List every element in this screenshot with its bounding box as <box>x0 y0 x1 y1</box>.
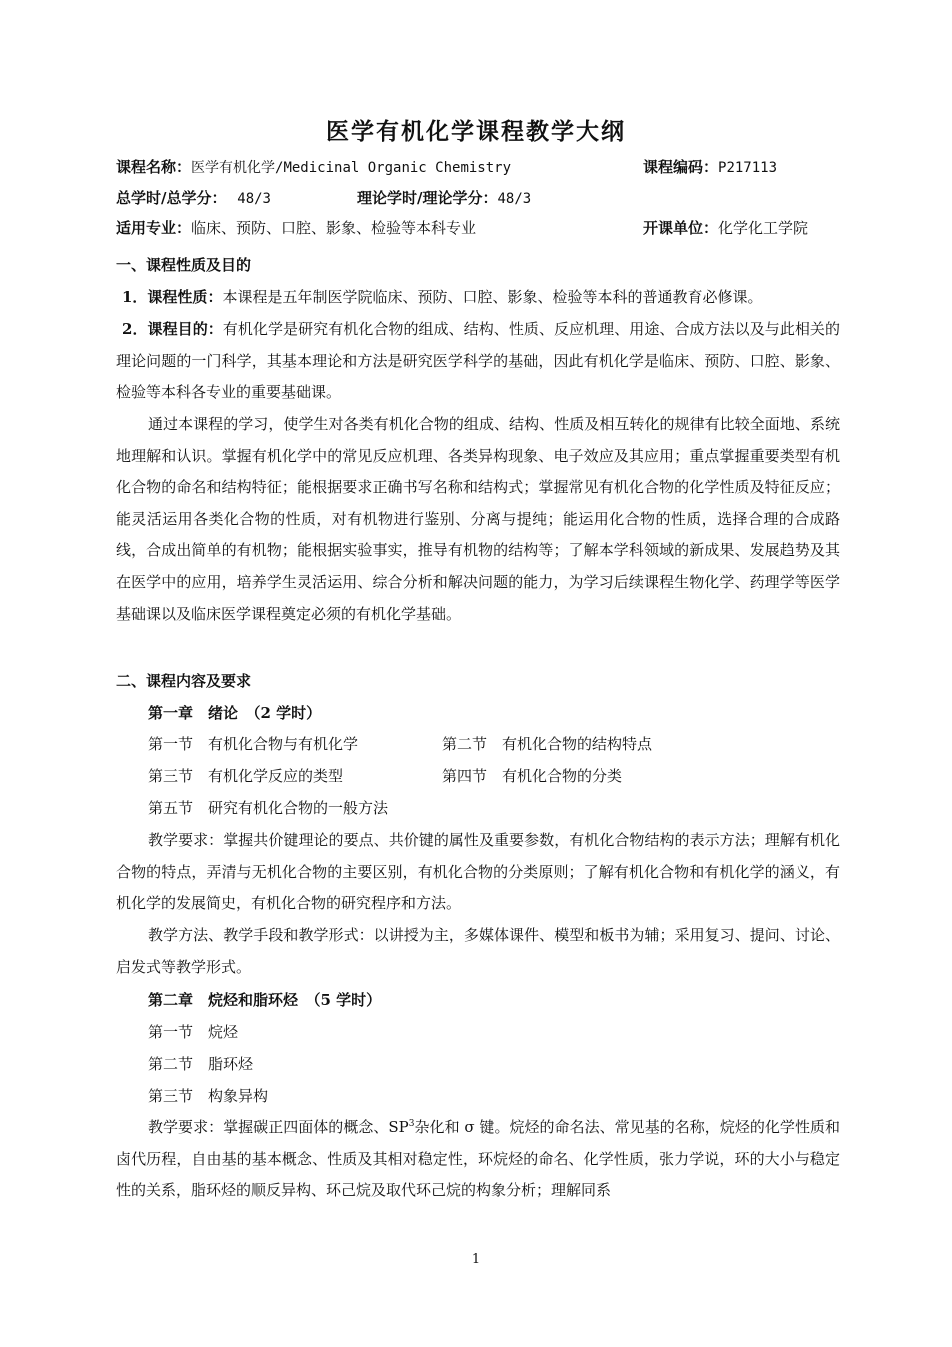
chapter-1-section-4: 第四节 有机化合物的分类 <box>442 767 623 785</box>
course-name-label: 课程名称： <box>116 158 192 176</box>
course-purpose-label: 2．课程目的： <box>122 320 223 338</box>
chapter-2-section-1: 第一节 烷烃 <box>148 1023 239 1041</box>
section-1-heading: 一、课程性质及目的 <box>116 256 252 274</box>
chapter-1-section-5: 第五节 研究有机化合物的一般方法 <box>148 799 389 817</box>
chapter-1-section-2: 第二节 有机化合物的结构特点 <box>442 735 653 753</box>
course-purpose-text: 有机化学是研究有机化合物的组成、结构、性质、反应机理、用途、合成方法以及与此相关的理论问题的一门科学，其基本理论和方法是研究医学科学的基础，因此有机化学是临床、预防、口腔、影象、检验等本科各专业的重要基础课。 <box>116 320 840 402</box>
course-nature-paragraph <box>122 282 842 314</box>
total-hours-value: 48/3 <box>237 191 271 207</box>
page-number: 1 <box>471 1252 481 1267</box>
chapter-2-title: 第二章 烷烃和脂环烃 （5 学时） <box>148 991 382 1009</box>
chapter-1-title: 第一章 绪论 （2 学时） <box>148 704 322 722</box>
chapter-2-section-3: 第三节 构象异构 <box>148 1087 269 1105</box>
chapter-2-section-2: 第二节 脂环烃 <box>148 1055 254 1073</box>
course-nature-label: 1．课程性质： <box>122 288 223 306</box>
superscript-3: 3 <box>408 1119 415 1129</box>
theory-hours-row <box>357 188 531 209</box>
unit-row <box>643 218 808 238</box>
course-purpose-paragraph <box>116 314 840 409</box>
unit-label: 开课单位： <box>643 219 719 237</box>
total-hours-label: 总学时/总学分： <box>116 189 227 207</box>
theory-hours-value: 48/3 <box>497 191 532 207</box>
chapter-1-requirements: 教学要求：掌握共价键理论的要点、共价键的属性及重要参数，有机化合物结构的表示方法；理解有机化合物的特点，弄清与无机化合物的主要区别，有机化合物的分类原则；了解有机化合物和有机化学的涵义，有机化学的发展简史，有机化合物的研究程序和方法。 <box>116 831 840 913</box>
page-title: 医学有机化学课程教学大纲 <box>326 118 626 145</box>
major-value: 临床、预防、口腔、影象、检验等本科专业 <box>191 219 477 237</box>
chapter-1-methods: 教学方法、教学手段和教学形式：以讲授为主，多媒体课件、模型和板书为辅；采用复习、提问、讨论、启发式等教学形式。 <box>116 926 840 976</box>
course-code-row <box>643 157 777 178</box>
unit-value: 化学化工学院 <box>718 219 809 237</box>
major-label: 适用专业： <box>116 219 192 237</box>
theory-hours-label: 理论学时/理论学分： <box>357 189 498 207</box>
course-nature-text: 本课程是五年制医学院临床、预防、口腔、影象、检验等本科的普通教育必修课。 <box>222 288 763 306</box>
course-name-row <box>116 157 511 178</box>
major-row <box>116 218 476 238</box>
course-goal-paragraph: 通过本课程的学习，使学生对各类有机化合物的组成、结构、性质及相互转化的规律有比较全面地、系统地理解和认识。掌握有机化学中的常见反应机理、各类异构现象、电子效应及其应用；重点掌握重要类型有机化合物的命名和结构特征；能根据要求正确书写名称和结构式；掌握常见有机化合物的化学性质及特征反应；能灵活运用各类化合物的性质，对有机物进行鉴别、分离与提纯；能运用化合物的性质，选择合理的合成路线，合成出简单的有机物；能根据实验事实，推导有机物的结构等；了解本学科领域的新成果、发展趋势及其在医学中的应用，培养学生灵活运用、综合分析和解决问题的能力，为学习后续课程生物化学、药理学等医学基础课以及临床医学课程奠定必须的有机化学基础。 <box>116 415 840 623</box>
chapter-1-section-1: 第一节 有机化合物与有机化学 <box>148 735 359 753</box>
total-hours-row <box>116 188 271 209</box>
course-code-label: 课程编码： <box>643 158 719 176</box>
course-code-value: P217113 <box>718 160 778 176</box>
chapter-2-req-part-a: 教学要求：掌握碳正四面体的概念、SP <box>148 1118 409 1136</box>
section-2-heading: 二、课程内容及要求 <box>116 672 252 690</box>
course-name-value: 医学有机化学/Medicinal Organic Chemistry <box>191 160 512 176</box>
chapter-2-req-part-b: 杂化和 σ 键。烷烃的命名法、常见基的名称，烷烃的化学性质和卤代历程，自由基的基本概念、性质及其相对稳定性，环烷烃的命名、化学性质，张力学说，环的大小与稳定性的关系，脂环烃的顺反异构、环己烷及取代环己烷的构象分析；理解同系 <box>116 1118 840 1200</box>
chapter-1-section-3: 第三节 有机化学反应的类型 <box>148 767 344 785</box>
chapter-2-requirements <box>116 1112 840 1207</box>
